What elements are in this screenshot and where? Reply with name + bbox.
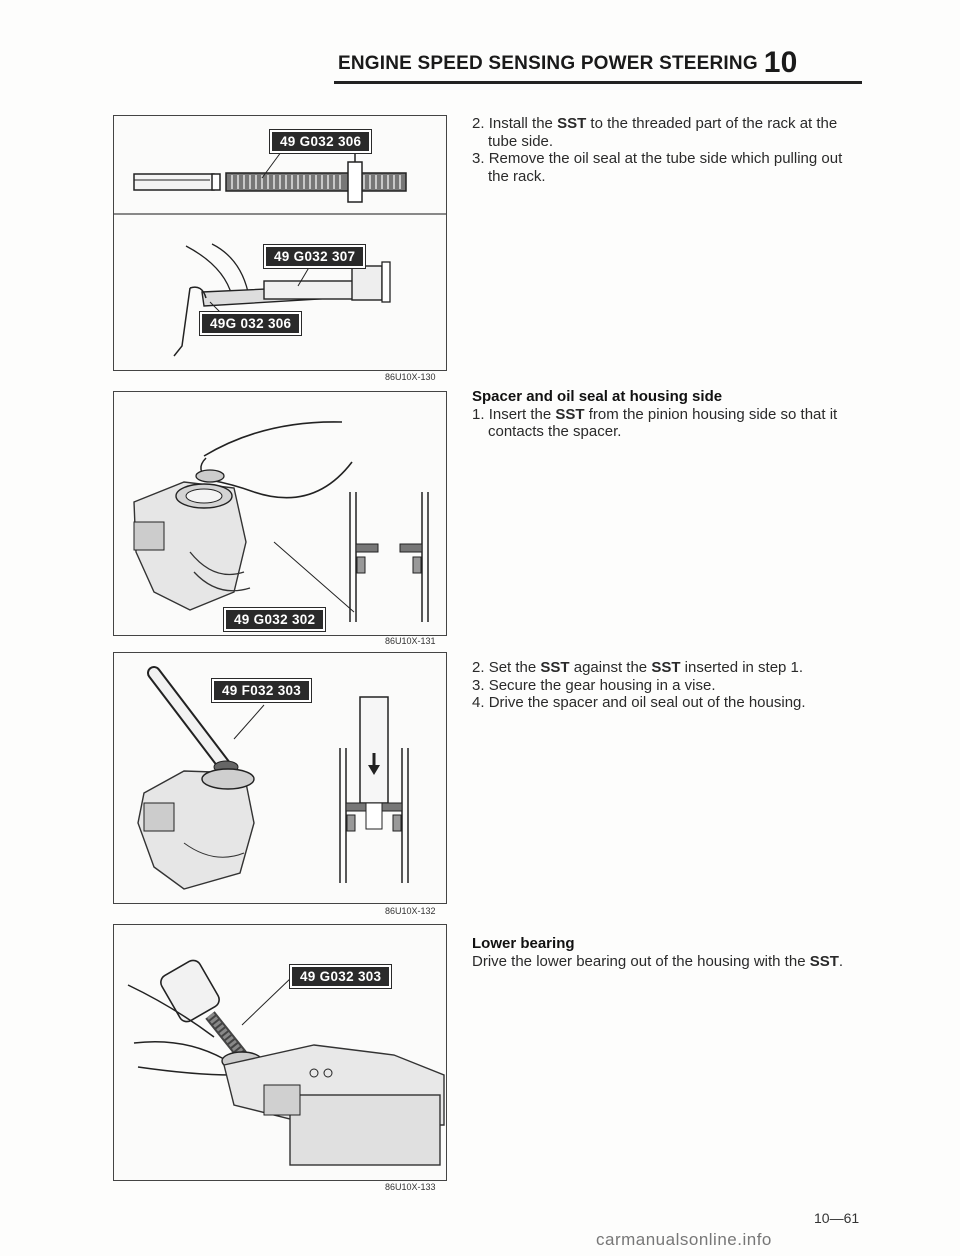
step-number: 2. xyxy=(472,659,485,676)
figure-2-illustration xyxy=(114,392,446,635)
figure-3-code: 86U10X-132 xyxy=(385,906,436,916)
sst-term: SST xyxy=(651,659,681,676)
figure-1-code: 86U10X-130 xyxy=(385,372,436,382)
figure-1 xyxy=(113,115,447,371)
sst-term: SST xyxy=(809,952,839,970)
section-3-text xyxy=(472,659,864,712)
header-title: ENGINE SPEED SENSING POWER STEERING xyxy=(338,53,758,74)
section-1-text xyxy=(472,115,864,185)
body-text: . xyxy=(838,952,844,970)
figure-1-tag-1: 49 G032 306 xyxy=(270,130,371,153)
figure-4-illustration xyxy=(114,925,446,1180)
section-1-step-2 xyxy=(472,115,864,150)
section-4-text xyxy=(472,935,864,970)
section-2-text xyxy=(472,388,864,441)
page-number: 10—61 xyxy=(814,1210,860,1226)
body-text: Drive the lower bearing out of the housing with the xyxy=(472,952,810,970)
section-2-heading: Spacer and oil seal at housing side xyxy=(472,388,723,405)
step-number: 3. xyxy=(472,676,485,694)
section-3-step-3 xyxy=(472,677,864,695)
figure-1-tag-2: 49 G032 307 xyxy=(264,245,365,268)
step-text: inserted in step 1. xyxy=(680,659,804,676)
figure-3-tag-1: 49 F032 303 xyxy=(212,679,311,702)
step-number: 2. xyxy=(472,115,485,132)
sst-term: SST xyxy=(557,115,587,132)
figure-2-tag-1: 49 G032 302 xyxy=(224,608,325,631)
chapter-number: 10 xyxy=(763,46,798,79)
sst-term: SST xyxy=(540,659,570,676)
step-text: Secure the gear housing in a vise. xyxy=(488,676,716,694)
step-text: to the threaded part of the rack at the tube side. xyxy=(488,115,838,150)
figure-4 xyxy=(113,924,447,1181)
step-text: against the xyxy=(569,659,652,676)
section-2-step-1 xyxy=(472,406,864,441)
step-text: Drive the spacer and oil seal out of the housing. xyxy=(488,694,806,711)
figure-4-code: 86U10X-133 xyxy=(385,1182,436,1192)
section-1-step-3 xyxy=(472,150,864,185)
section-4-heading: Lower bearing xyxy=(472,935,575,952)
section-4-body xyxy=(472,953,864,971)
step-number: 1. xyxy=(472,405,485,423)
sst-term: SST xyxy=(555,405,585,423)
step-text: Remove the oil seal at the tube side which pulling out the rack. xyxy=(488,150,843,185)
page-header xyxy=(338,46,798,80)
figure-1-tag-3: 49G 032 306 xyxy=(200,312,301,335)
step-number: 4. xyxy=(472,694,485,711)
figure-3 xyxy=(113,652,447,904)
header-rule xyxy=(334,81,862,84)
step-text: Install the xyxy=(488,115,558,132)
step-text: Insert the xyxy=(488,405,556,423)
step-text: from the pinion housing side so that it contacts the spacer. xyxy=(488,405,838,440)
step-text: Set the xyxy=(488,659,541,676)
section-3-step-2 xyxy=(472,659,864,677)
section-3-step-4 xyxy=(472,694,864,712)
figure-2 xyxy=(113,391,447,636)
footer-watermark: carmanualsonline.info xyxy=(596,1230,772,1249)
figure-4-tag-1: 49 G032 303 xyxy=(290,965,391,988)
step-number: 3. xyxy=(472,150,485,167)
figure-2-code: 86U10X-131 xyxy=(385,636,436,646)
